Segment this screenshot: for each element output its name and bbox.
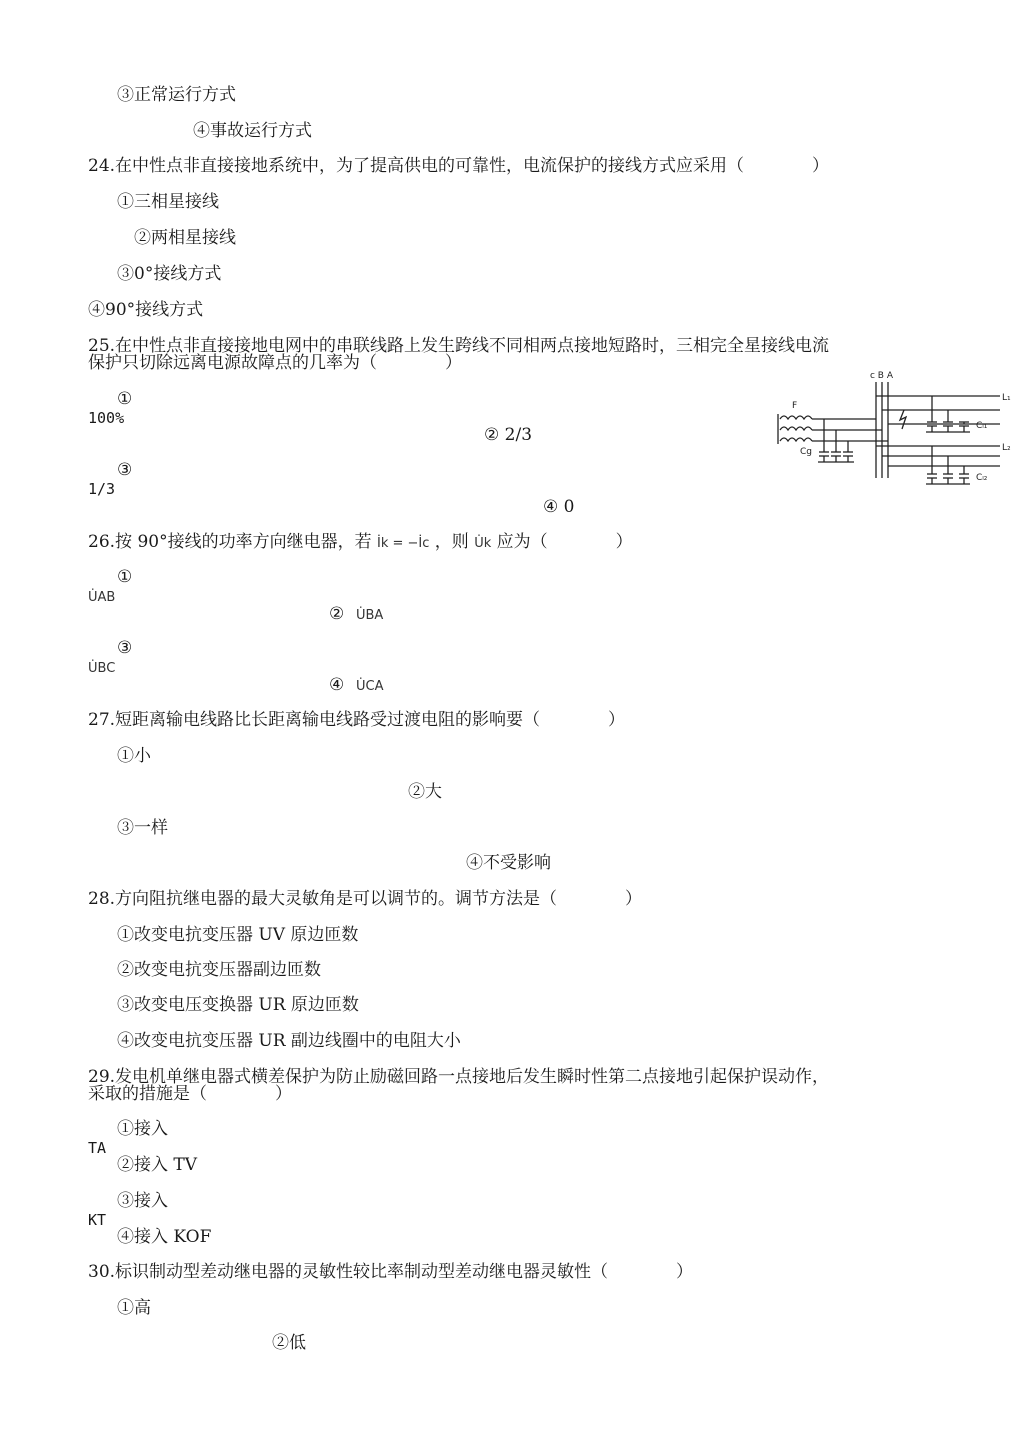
fig-label-cl1: Cₗ₁	[976, 421, 988, 431]
q26-option-3-mark: ③	[117, 638, 133, 658]
q25-option-1-value: 100%	[88, 409, 125, 427]
q28-option-4: ④改变电抗变压器 UR 副边线圈中的电阻大小	[117, 1031, 461, 1051]
q23-option-3: ③正常运行方式	[117, 85, 236, 105]
q29-option-1-value: TA	[88, 1139, 107, 1157]
q26-stem-b: ，则	[434, 532, 469, 552]
q26-option-1-mark: ①	[117, 567, 133, 587]
q29-option-1: ①接入	[117, 1119, 168, 1139]
q23-option-4: ④事故运行方式	[193, 121, 312, 141]
q29-option-4: ④接入 KOF	[117, 1227, 212, 1247]
q29-stem-line1: 29.发电机单继电器式横差保护为防止励磁回路一点接地后发生瞬时性第二点接地引起保护误动作，	[88, 1067, 830, 1087]
q26-option-1-value: U̇AB	[88, 590, 116, 605]
q26-option-2-value: U̇BA	[356, 608, 384, 623]
q27-option-1: ①小	[117, 746, 151, 766]
fig-label-f: F	[792, 401, 798, 411]
q29-option-3: ③接入	[117, 1191, 168, 1211]
fig-label-cba: c B A	[870, 371, 894, 381]
q29-option-3-value: KT	[88, 1211, 107, 1229]
q27-option-3: ③一样	[117, 818, 168, 838]
q25-option-1-mark: ①	[117, 389, 133, 409]
q24-option-4: ④90°接线方式	[88, 300, 204, 320]
q26-stem-uk: U̇k	[474, 536, 492, 551]
q27-stem: 27.短距离输电线路比长距离输电线路受过渡电阻的影响要（ ）	[88, 710, 626, 730]
q25-stem-line2: 保护只切除远离电源故障点的几率为（ ）	[88, 353, 462, 373]
fig-label-cg: Cg	[800, 447, 812, 457]
q25-option-2: ② 2/3	[484, 425, 533, 445]
q29-option-2: ②接入 TV	[117, 1155, 198, 1175]
q25-option-4: ④ 0	[543, 497, 575, 517]
q25-option-3-mark: ③	[117, 460, 133, 480]
q26-stem-a: 26.按 90°接线的功率方向继电器，若	[88, 532, 372, 552]
q24-stem: 24.在中性点非直接接地系统中，为了提高供电的可靠性，电流保护的接线方式应采用（ ）	[88, 156, 830, 176]
q28-option-1: ①改变电抗变压器 UV 原边匝数	[117, 925, 359, 945]
q28-stem: 28.方向阻抗继电器的最大灵敏角是可以调节的。调节方法是（ ）	[88, 889, 643, 909]
q25-stem-line1: 25.在中性点非直接接地电网中的串联线路上发生跨线不同相两点接地短路时，三相完全星接线电流	[88, 336, 830, 356]
q24-option-3: ③0°接线方式	[117, 264, 222, 284]
q26-option-4-mark: ④	[329, 675, 345, 695]
fig-label-l2: L₂	[1002, 443, 1011, 453]
q29-stem-line2: 采取的措施是（ ）	[88, 1084, 292, 1104]
q26-option-2-mark: ②	[329, 604, 345, 624]
q26-option-4-value: U̇CA	[356, 679, 384, 694]
q24-option-2: ②两相星接线	[134, 228, 236, 248]
q30-stem: 30.标识制动型差动继电器的灵敏性较比率制动型差动继电器灵敏性（ ）	[88, 1262, 694, 1282]
q24-option-1: ①三相星接线	[117, 192, 219, 212]
q25-option-3-value: 1/3	[88, 480, 116, 498]
q30-option-1: ①高	[117, 1298, 151, 1318]
q25-circuit-diagram	[772, 366, 1022, 496]
q30-option-2: ②低	[272, 1333, 306, 1353]
q27-option-2: ②大	[408, 782, 442, 802]
q26-stem-c: 应为（ ）	[496, 532, 633, 552]
fig-label-l1: L₁	[1002, 393, 1011, 403]
fig-label-cl2: Cₗ₂	[976, 473, 988, 483]
q27-option-4: ④不受影响	[466, 853, 551, 873]
q28-option-2: ②改变电抗变压器副边匝数	[117, 960, 321, 980]
q26-stem	[88, 532, 633, 554]
q28-option-3: ③改变电压变换器 UR 原边匝数	[117, 995, 359, 1015]
q26-stem-eq: İk = −İc	[376, 536, 430, 551]
q26-option-3-value: U̇BC	[88, 661, 116, 676]
